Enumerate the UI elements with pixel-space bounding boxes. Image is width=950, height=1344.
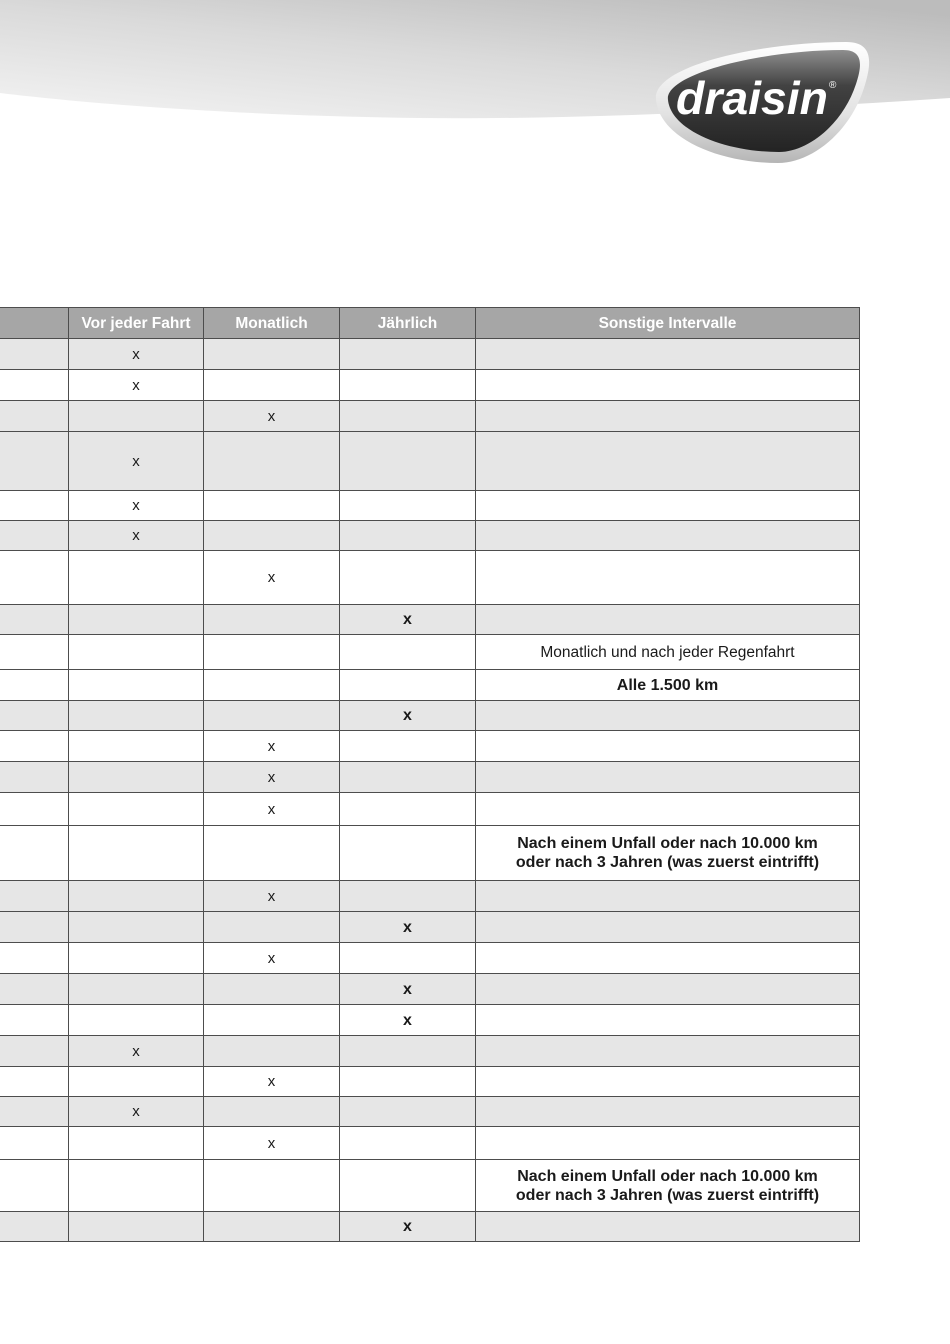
cell-item [0,1036,69,1067]
table-row [0,701,860,731]
cell-item [0,339,69,370]
cell-vor-jeder-fahrt [69,1067,204,1097]
cell-item [0,1127,69,1160]
cell-monatlich: x [204,731,340,762]
cell-item [0,701,69,731]
cell-sonstige-intervalle [476,551,860,605]
cell-sonstige-intervalle [476,793,860,826]
cell-sonstige-intervalle [476,605,860,635]
cell-monatlich [204,912,340,943]
cell-item [0,635,69,670]
maintenance-table [0,307,860,1242]
note-line: oder nach 3 Jahren (was zuerst eintrifft) [515,1186,820,1204]
note-line: Nach einem Unfall oder nach 10.000 km [517,1167,818,1185]
cell-sonstige-intervalle [476,1005,860,1036]
cell-jaehrlich [340,551,476,605]
table-row [0,635,860,670]
cell-jaehrlich: x [340,912,476,943]
cell-sonstige-intervalle [476,1127,860,1160]
table-row [0,432,860,491]
cell-jaehrlich [340,1067,476,1097]
logo-registered-mark: ® [829,80,837,91]
cell-jaehrlich [340,339,476,370]
cell-jaehrlich [340,491,476,521]
cell-vor-jeder-fahrt [69,401,204,432]
cell-monatlich [204,1036,340,1067]
cell-jaehrlich: x [340,1005,476,1036]
cell-sonstige-intervalle [476,1036,860,1067]
header-monatlich: Monatlich [204,308,340,339]
header-art [0,0,950,175]
header-item [0,308,69,339]
table-row [0,401,860,432]
cell-vor-jeder-fahrt: x [69,1036,204,1067]
cell-item [0,826,69,881]
table-row [0,793,860,826]
cell-vor-jeder-fahrt [69,881,204,912]
cell-jaehrlich: x [340,974,476,1005]
cell-vor-jeder-fahrt [69,912,204,943]
cell-sonstige-intervalle [476,943,860,974]
cell-sonstige-intervalle [476,432,860,491]
cell-sonstige-intervalle: Alle 1.500 km [476,670,860,701]
cell-monatlich [204,826,340,881]
cell-jaehrlich [340,881,476,912]
cell-item [0,1005,69,1036]
table-row [0,1097,860,1127]
cell-vor-jeder-fahrt [69,670,204,701]
cell-jaehrlich [340,943,476,974]
cell-item [0,401,69,432]
cell-vor-jeder-fahrt: x [69,521,204,551]
cell-jaehrlich [340,1127,476,1160]
cell-sonstige-intervalle [476,826,860,881]
cell-item [0,731,69,762]
cell-item [0,912,69,943]
cell-vor-jeder-fahrt: x [69,339,204,370]
cell-sonstige-intervalle [476,974,860,1005]
cell-monatlich: x [204,881,340,912]
cell-vor-jeder-fahrt [69,943,204,974]
table-row [0,1212,860,1242]
cell-monatlich [204,339,340,370]
cell-vor-jeder-fahrt [69,793,204,826]
cell-item [0,881,69,912]
cell-sonstige-intervalle [476,401,860,432]
cell-vor-jeder-fahrt [69,605,204,635]
table-row [0,943,860,974]
cell-monatlich [204,521,340,551]
note-line: Nach einem Unfall oder nach 10.000 km [517,835,818,852]
cell-monatlich: x [204,1067,340,1097]
cell-sonstige-intervalle: Monatlich und nach jeder Regenfahrt [476,635,860,670]
table-row [0,521,860,551]
cell-vor-jeder-fahrt: x [69,491,204,521]
cell-jaehrlich [340,762,476,793]
cell-item [0,670,69,701]
cell-jaehrlich: x [340,701,476,731]
cell-vor-jeder-fahrt [69,1212,204,1242]
table-row [0,1005,860,1036]
cell-monatlich: x [204,943,340,974]
cell-item [0,605,69,635]
cell-vor-jeder-fahrt [69,1127,204,1160]
cell-item [0,1212,69,1242]
cell-monatlich [204,1005,340,1036]
cell-jaehrlich [340,1097,476,1127]
cell-sonstige-intervalle [476,370,860,401]
cell-monatlich [204,432,340,491]
cell-sonstige-intervalle [476,701,860,731]
cell-jaehrlich [340,793,476,826]
cell-item [0,943,69,974]
cell-item [0,1067,69,1097]
cell-vor-jeder-fahrt: x [69,370,204,401]
table-row [0,605,860,635]
table-row [0,731,860,762]
cell-monatlich: x [204,762,340,793]
cell-item [0,793,69,826]
table-row [0,551,860,605]
cell-monatlich: x [204,401,340,432]
cell-sonstige-intervalle [476,1067,860,1097]
table-row [0,370,860,401]
cell-sonstige-intervalle [476,521,860,551]
table-row [0,974,860,1005]
cell-item [0,1097,69,1127]
table-row [0,339,860,370]
cell-monatlich: x [204,1127,340,1160]
cell-jaehrlich: x [340,605,476,635]
table-row [0,1036,860,1067]
logo-wordmark: draisin [676,72,828,124]
table-row [0,826,860,881]
cell-monatlich: x [204,551,340,605]
table-row [0,1067,860,1097]
cell-sonstige-intervalle [476,1097,860,1127]
cell-jaehrlich [340,635,476,670]
cell-jaehrlich [340,670,476,701]
cell-item [0,521,69,551]
cell-jaehrlich [340,432,476,491]
cell-monatlich [204,1097,340,1127]
cell-jaehrlich [340,826,476,881]
cell-monatlich [204,974,340,1005]
cell-item [0,432,69,491]
table-row [0,1160,860,1212]
cell-item [0,370,69,401]
cell-monatlich [204,370,340,401]
cell-jaehrlich [340,401,476,432]
cell-monatlich [204,1160,340,1212]
cell-vor-jeder-fahrt [69,701,204,731]
cell-jaehrlich [340,370,476,401]
cell-sonstige-intervalle [476,339,860,370]
cell-vor-jeder-fahrt [69,635,204,670]
header-jaehrlich: Jährlich [340,308,476,339]
cell-jaehrlich [340,731,476,762]
header-vor-jeder-fahrt: Vor jeder Fahrt [69,308,204,339]
cell-monatlich [204,491,340,521]
cell-sonstige-intervalle [476,1160,860,1212]
cell-monatlich [204,605,340,635]
cell-monatlich [204,1212,340,1242]
cell-sonstige-intervalle [476,1212,860,1242]
cell-vor-jeder-fahrt [69,1160,204,1212]
cell-item [0,762,69,793]
cell-vor-jeder-fahrt: x [69,1097,204,1127]
cell-vor-jeder-fahrt [69,731,204,762]
cell-jaehrlich: x [340,1212,476,1242]
header-sonstige-intervalle: Sonstige Intervalle [476,308,860,339]
cell-vor-jeder-fahrt [69,762,204,793]
cell-sonstige-intervalle [476,491,860,521]
cell-jaehrlich [340,1160,476,1212]
cell-monatlich [204,701,340,731]
cell-item [0,551,69,605]
table-row [0,912,860,943]
cell-sonstige-intervalle [476,762,860,793]
cell-vor-jeder-fahrt [69,551,204,605]
cell-item [0,491,69,521]
cell-vor-jeder-fahrt [69,826,204,881]
cell-jaehrlich [340,521,476,551]
note-line: oder nach 3 Jahren (was zuerst eintrifft) [515,854,820,871]
cell-jaehrlich [340,1036,476,1067]
cell-sonstige-intervalle [476,912,860,943]
cell-vor-jeder-fahrt [69,974,204,1005]
table-row [0,1127,860,1160]
cell-monatlich [204,635,340,670]
table-row [0,762,860,793]
table-row [0,670,860,701]
cell-item [0,1160,69,1212]
cell-monatlich [204,670,340,701]
cell-sonstige-intervalle [476,731,860,762]
table-row [0,491,860,521]
table-header-row [0,308,860,339]
cell-vor-jeder-fahrt [69,1005,204,1036]
cell-sonstige-intervalle [476,881,860,912]
cell-vor-jeder-fahrt: x [69,432,204,491]
cell-monatlich: x [204,793,340,826]
cell-item [0,974,69,1005]
table-row [0,881,860,912]
